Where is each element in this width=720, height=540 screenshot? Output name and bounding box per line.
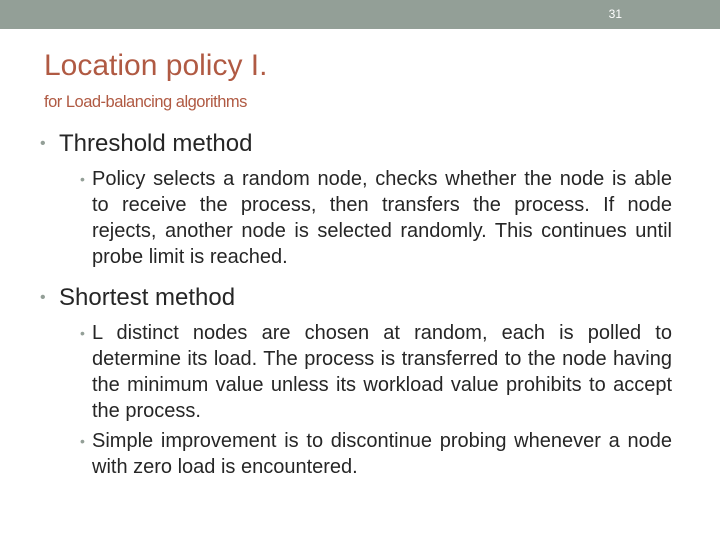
sub-bullet-text: Policy selects a random node, checks whether the node is able to receive the process, then transfers the process. If node rejects, another node is selected randomly. This continues until probe limit is reached. [92, 168, 672, 268]
slide-title: Location policy I. [44, 49, 268, 82]
section-heading: Threshold method [59, 130, 253, 157]
bullet-shortest-method [40, 282, 672, 314]
sub-bullet [80, 320, 672, 424]
slide-content [40, 128, 672, 484]
bullet-icon: • [80, 433, 85, 449]
sub-bullet-text: Simple improvement is to discontinue probing whenever a node with zero load is encountered. [92, 430, 672, 478]
section-heading: Shortest method [59, 284, 236, 311]
bullet-icon: • [80, 325, 85, 341]
sub-bullet [80, 428, 672, 480]
slide-number: 31 [608, 7, 622, 21]
sub-bullet [80, 166, 672, 270]
sub-bullet-text: L distinct nodes are chosen at random, each is polled to determine its load. The process is transferred to the node having the minimum value unless its workload value prohibits to accept the process. [92, 322, 672, 422]
bullet-icon: • [40, 289, 46, 306]
bullet-icon: • [80, 171, 85, 187]
slide-subtitle: for Load-balancing algorithms [44, 93, 247, 111]
top-bar [0, 0, 720, 29]
bullet-threshold-method [40, 128, 672, 160]
bullet-icon: • [40, 135, 46, 152]
